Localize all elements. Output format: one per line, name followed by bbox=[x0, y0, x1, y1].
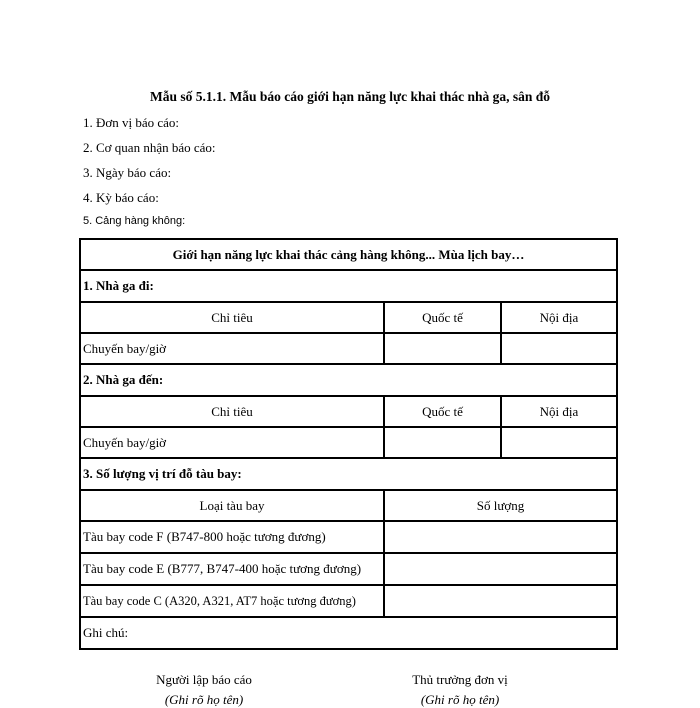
signature-preparer-note: (Ghi rõ họ tên) bbox=[164, 692, 244, 707]
section-departure: 1. Nhà ga đi: bbox=[80, 270, 617, 302]
notes-cell: Ghi chú: bbox=[80, 617, 617, 649]
stands-row-code-f: Tàu bay code F (B747-800 hoặc tương đương) bbox=[80, 521, 384, 553]
signature-preparer-role: Người lập báo cáo bbox=[156, 672, 252, 687]
section-stands: 3. Số lượng vị trí đỗ tàu bay: bbox=[80, 458, 617, 490]
signature-head bbox=[398, 672, 522, 708]
departure-domestic-cell bbox=[501, 333, 617, 364]
field-report-date: 3. Ngày báo cáo: bbox=[83, 165, 172, 180]
arrival-col-international: Quốc tế bbox=[384, 396, 501, 427]
signature-preparer bbox=[142, 672, 266, 708]
field-receiving-agency: 2. Cơ quan nhận báo cáo: bbox=[83, 140, 216, 155]
stands-quantity-code-e bbox=[384, 553, 617, 585]
stands-col-type: Loại tàu bay bbox=[80, 490, 384, 521]
signature-head-note: (Ghi rõ họ tên) bbox=[420, 692, 500, 707]
arrival-col-indicator: Chỉ tiêu bbox=[80, 396, 384, 427]
departure-col-international: Quốc tế bbox=[384, 302, 501, 333]
departure-col-domestic: Nội địa bbox=[501, 302, 617, 333]
stands-col-quantity: Số lượng bbox=[384, 490, 617, 521]
field-airport: 5. Cảng hàng không: bbox=[83, 215, 186, 227]
departure-international-cell bbox=[384, 333, 501, 364]
form-title: Mẫu số 5.1.1. Mẫu báo cáo giới hạn năng lực khai thác nhà ga, sân đỗ bbox=[149, 89, 551, 104]
arrival-row-label: Chuyến bay/giờ bbox=[80, 427, 384, 458]
arrival-domestic-cell bbox=[501, 427, 617, 458]
departure-col-indicator: Chỉ tiêu bbox=[80, 302, 384, 333]
field-reporting-unit: 1. Đơn vị báo cáo: bbox=[83, 115, 180, 130]
arrival-international-cell bbox=[384, 427, 501, 458]
signature-head-role: Thủ trưởng đơn vị bbox=[412, 672, 508, 687]
table-header: Giới hạn năng lực khai thác cảng hàng không... Mùa lịch bay… bbox=[80, 239, 617, 270]
capacity-table bbox=[79, 238, 618, 650]
field-report-period: 4. Kỳ báo cáo: bbox=[83, 190, 159, 205]
departure-row-label: Chuyến bay/giờ bbox=[80, 333, 384, 364]
arrival-col-domestic: Nội địa bbox=[501, 396, 617, 427]
stands-quantity-code-c bbox=[384, 585, 617, 617]
stands-quantity-code-f bbox=[384, 521, 617, 553]
section-arrival: 2. Nhà ga đến: bbox=[80, 364, 617, 396]
stands-row-code-c: Tàu bay code C (A320, A321, AT7 hoặc tương đương) bbox=[80, 585, 384, 617]
stands-row-code-e: Tàu bay code E (B777, B747-400 hoặc tương đương) bbox=[80, 553, 384, 585]
